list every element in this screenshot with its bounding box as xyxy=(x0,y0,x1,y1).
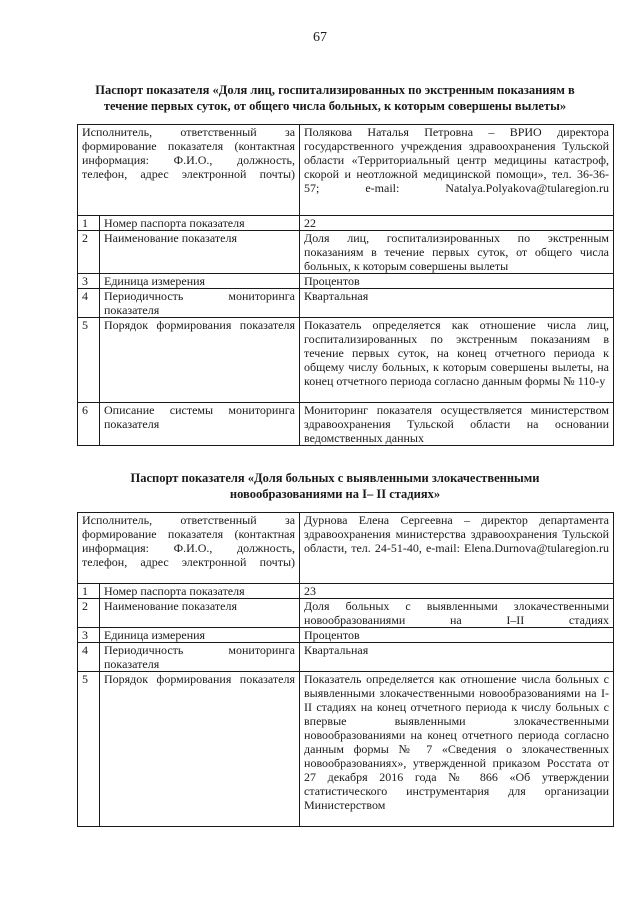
table-row xyxy=(78,628,614,643)
row-label: Периодичность мониторинга показателя xyxy=(100,289,300,318)
row-number: 4 xyxy=(78,289,100,318)
table-row xyxy=(78,599,614,628)
section-title-line: новообразованиями на I– II стадиях» xyxy=(229,487,441,501)
section-title-line: Паспорт показателя «Доля лиц, госпитализированных по экстренным показаниям в xyxy=(95,83,575,97)
row-number: 4 xyxy=(78,643,100,672)
row-value: Показатель определяется как отношение числа больных с выявленными злокачественными новообразованиями на I-II стадиях на конец отчетного периода к числу больных с впервые выявленными злокачественными новообразованиями на конец отчетного периода согласно данным формы № 7 «Сведения о злокачественных новообразованиях», утвержденной приказом Росстата от 27 декабря 2016 года № 866 «Об утверждении статистического инструментария для организации Министерством xyxy=(300,672,614,827)
table-row xyxy=(78,403,614,446)
row-number: 2 xyxy=(78,599,100,628)
section-title-line: течение первых суток, от общего числа больных, к которым совершены вылеты» xyxy=(103,99,567,113)
page-number: 67 xyxy=(313,30,327,45)
table-row xyxy=(78,672,614,827)
row-label: Порядок формирования показателя xyxy=(100,318,300,403)
row-value: 23 xyxy=(300,584,614,599)
executor-value: Дурнова Елена Сергеевна – директор департамента здравоохранения министерства здравоохранения Тульской области, тел. 24-51-40, e-mail: Elena.Durnova@tularegion.ru xyxy=(300,513,614,584)
table-row xyxy=(78,274,614,289)
table-row xyxy=(78,231,614,274)
row-number: 5 xyxy=(78,672,100,827)
table-row xyxy=(78,289,614,318)
section-title-1 xyxy=(75,82,595,114)
row-number: 1 xyxy=(78,216,100,231)
section-title-line: Паспорт показателя «Доля больных с выявленными злокачественными xyxy=(130,471,540,485)
table-row xyxy=(78,318,614,403)
row-label: Номер паспорта показателя xyxy=(100,584,300,599)
section-title-2 xyxy=(75,470,595,502)
row-label: Периодичность мониторинга показателя xyxy=(100,643,300,672)
row-label: Наименование показателя xyxy=(100,599,300,628)
executor-row xyxy=(78,125,614,216)
executor-row xyxy=(78,513,614,584)
row-value: Доля больных с выявленными злокачественными новообразованиями на I–II стадиях xyxy=(300,599,614,628)
row-number: 1 xyxy=(78,584,100,599)
table-row xyxy=(78,643,614,672)
executor-label: Исполнитель, ответственный за формирование показателя (контактная информация: Ф.И.О., должность, телефон, адрес электронной почты) xyxy=(78,513,300,584)
passport-table-2 xyxy=(77,512,614,827)
executor-value: Полякова Наталья Петровна – ВРИО директора государственного учреждения здравоохранения Тульской области «Территориальный центр медицины катастроф, скорой и неотложной медицинской помощи», тел. 36-36-57; e-mail: Natalya.Polyakova@tularegion.ru xyxy=(300,125,614,216)
row-label: Описание системы мониторинга показателя xyxy=(100,403,300,446)
table-row xyxy=(78,584,614,599)
executor-label: Исполнитель, ответственный за формирование показателя (контактная информация: Ф.И.О., должность, телефон, адрес электронной почты) xyxy=(78,125,300,216)
row-label: Порядок формирования показателя xyxy=(100,672,300,827)
row-number: 5 xyxy=(78,318,100,403)
row-label: Единица измерения xyxy=(100,274,300,289)
row-value: Квартальная xyxy=(300,643,614,672)
row-number: 2 xyxy=(78,231,100,274)
row-number: 6 xyxy=(78,403,100,446)
row-value: Процентов xyxy=(300,274,614,289)
row-number: 3 xyxy=(78,274,100,289)
row-number: 3 xyxy=(78,628,100,643)
row-label: Наименование показателя xyxy=(100,231,300,274)
row-value: Мониторинг показателя осуществляется министерством здравоохранения Тульской области на основании ведомственных данных xyxy=(300,403,614,446)
row-value: 22 xyxy=(300,216,614,231)
table-row xyxy=(78,216,614,231)
passport-table-1 xyxy=(77,124,614,446)
row-value: Доля лиц, госпитализированных по экстренным показаниям в течение первых суток, от общего числа больных, к которым совершены вылеты xyxy=(300,231,614,274)
row-value: Процентов xyxy=(300,628,614,643)
row-value: Показатель определяется как отношение числа лиц, госпитализированных по экстренным показаниям в течение первых суток, на конец отчетного периода к общему числу больных, к которым совершены вылеты, на конец отчетного периода согласно данным формы № 110-у xyxy=(300,318,614,403)
row-value: Квартальная xyxy=(300,289,614,318)
row-label: Номер паспорта показателя xyxy=(100,216,300,231)
row-label: Единица измерения xyxy=(100,628,300,643)
